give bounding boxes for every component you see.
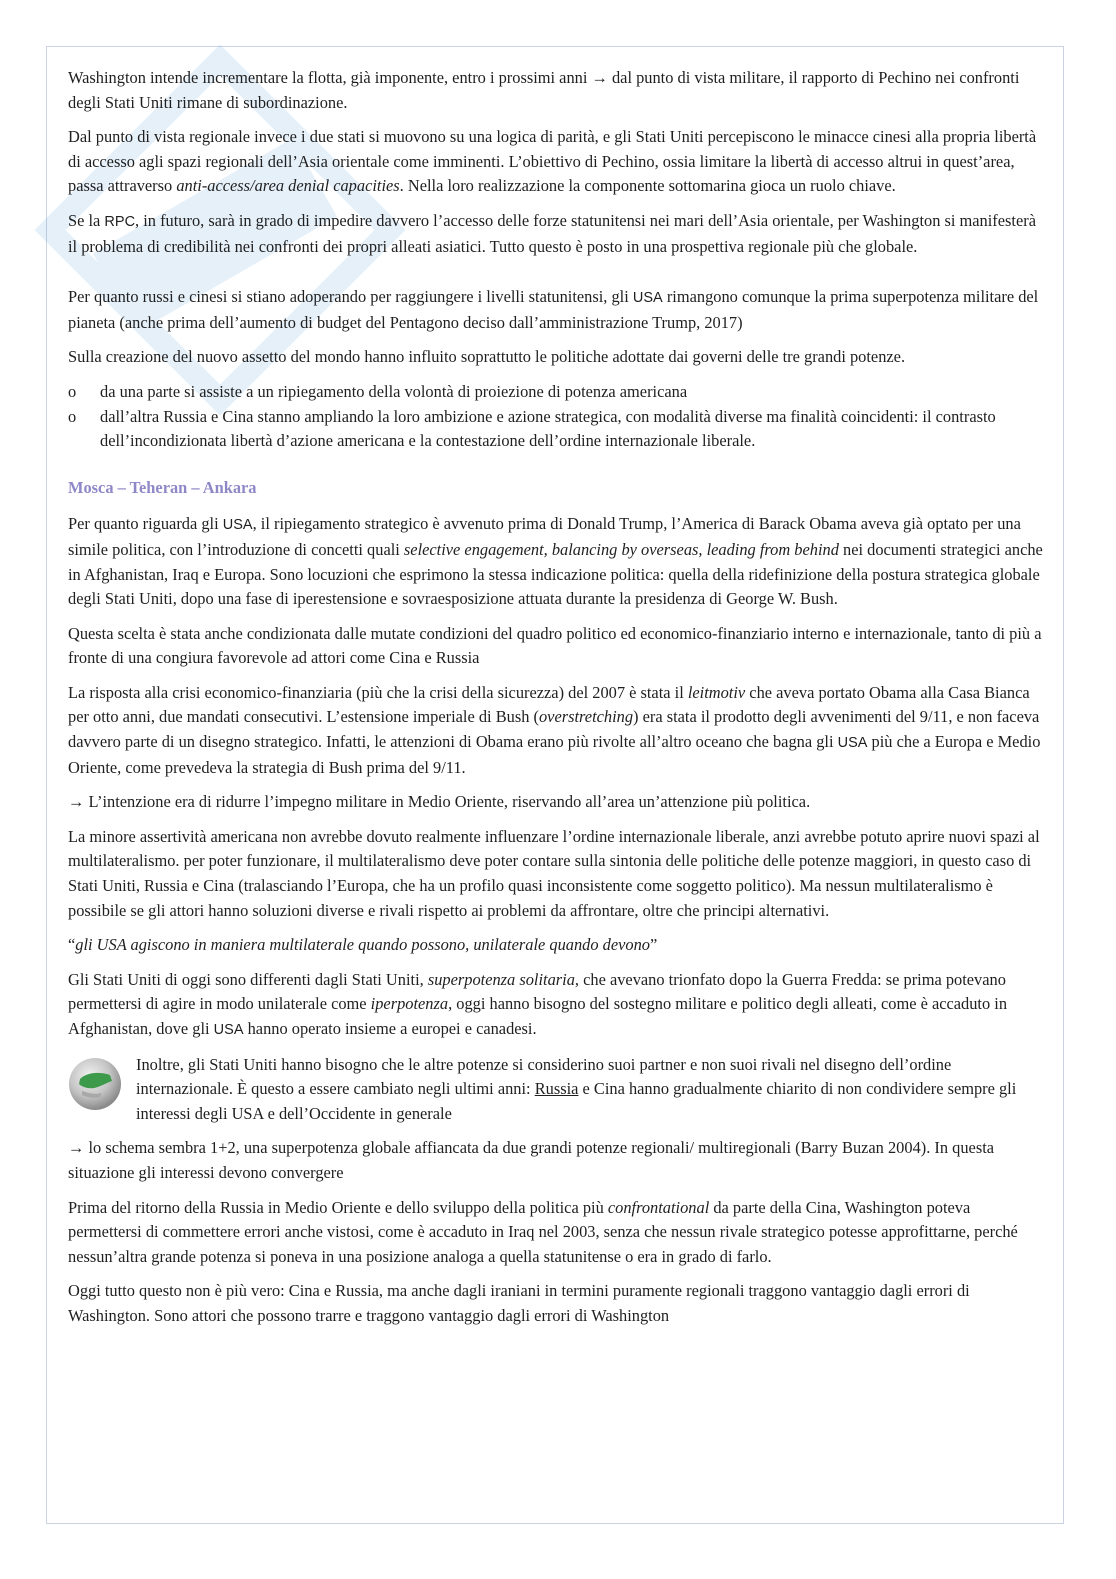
russia-link[interactable]: Russia	[534, 1079, 579, 1099]
paragraph: → lo schema sembra 1+2, una superpotenza globale affiancata da due grandi potenze regionali/ multiregionali (Barry Buzan 2004). In questa situazione gli interessi devono convergere	[68, 1138, 995, 1182]
section-heading: Mosca – Teheran – Ankara	[68, 477, 257, 497]
paragraph: Sulla creazione del nuovo assetto del mondo hanno influito soprattutto le politiche adottate dai governi delle tre grandi potenze.	[68, 347, 906, 367]
paragraph: → L’intenzione era di ridurre l’impegno militare in Medio Oriente, riservando all’area un’attenzione più politica.	[68, 792, 811, 812]
paragraph: Se la RPC, in futuro, sarà in grado di impedire davvero l’accesso delle forze statunitensi nei mari dell’Asia orientale, per Washington si manifesterà il problema di credibilità nei confronti dei propri alleati asiatici. Tutto questo è posto in una prospettiva regionale più che globale.	[68, 210, 1036, 256]
paragraph: Questa scelta è stata anche condizionata dalle mutate condizioni del quadro politico ed economico-finanziario interno e internazionale, tanto di più a fronte di una congiura favorevole ad attori come Cina e Russia	[68, 623, 1042, 668]
paragraph: Gli Stati Uniti di oggi sono differenti dagli Stati Uniti, superpotenza solitaria, che avevano trionfato dopo la Guerra Fredda: se prima potevano permettersi di agire in modo unilaterale come iperpotenza, oggi hanno bisogno del sostegno militare e politico degli alleati, come è accaduto in Afghanistan, dove gli USA hanno operato insieme a europei e canadesi.	[68, 969, 1008, 1038]
paragraph-with-globe: Inoltre, gli Stati Uniti hanno bisogno che le altre potenze si considerino suoi partner e non suoi rivali nel disegno dell’ordine internazionale. È questo a essere cambiato negli ultimi anni: Russia e Cina hanno gradualmente chiarito di non condividere sempre gli interessi degli USA e dell’Occidente in generale	[68, 1053, 1046, 1127]
bullet-list	[68, 380, 1046, 454]
globe-icon	[68, 1057, 122, 1111]
list-item: o da una parte si assiste a un ripiegamento della volontà di proiezione di potenza americana	[68, 381, 688, 401]
document-body	[68, 66, 1046, 1339]
quote: “gli USA agiscono in maniera multilaterale quando possono, unilaterale quando devono”	[68, 935, 658, 955]
paragraph: Dal punto di vista regionale invece i due stati si muovono su una logica di parità, e gli Stati Uniti percepiscono le minacce cinesi alla propria libertà di accesso agli spazi regionali dell’Asia orientale come imminenti. L’obiettivo di Pechino, ossia limitare la libertà di accesso altrui in quest’area, passa attraverso anti-access/area denial capacities. Nella loro realizzazione la componente sottomarina gioca un ruolo chiave.	[68, 127, 1037, 196]
paragraph: La minore assertività americana non avrebbe dovuto realmente influenzare l’ordine internazionale liberale, anzi avrebbe potuto aprire nuovi spazi al multilateralismo. per poter funzionare, il multilateralismo deve poter contare sulla sintonia delle politiche delle potenze maggiori, in questo caso di Stati Uniti, Russia e Cina (tralasciando l’Europa, che ha un profilo quasi inconsistente come soggetto politico). Ma nessun multilateralismo è possibile se gli attori hanno soluzioni diverse e rivali rispetto ai problemi da affrontare, oltre che principi alternativi.	[68, 826, 1040, 920]
paragraph: La risposta alla crisi economico-finanziaria (più che la crisi della sicurezza) del 2007 è stata il leitmotiv che aveva portato Obama alla Casa Bianca per otto anni, due mandati consecutivi. L’estensione imperiale di Bush (overstretching) era stata il prodotto degli avvenimenti del 9/11, e non faceva davvero parte di un disegno strategico. Infatti, le attenzioni di Obama erano più rivolte all’altro oceano che bagna gli USA più che a Europa e Medio Oriente, come prevedeva la strategia di Bush prima del 9/11.	[68, 682, 1041, 777]
list-item: o dall’altra Russia e Cina stanno ampliando la loro ambizione e azione strategica, con modalità diverse ma finalità coincidenti: il contrasto dell’incondizionata libertà d’azione americana e la contestazione dell’ordine internazionale liberale.	[68, 406, 996, 451]
paragraph: Per quanto russi e cinesi si stiano adoperando per raggiungere i livelli statunitensi, gli USA rimangono comunque la prima superpotenza militare del pianeta (anche prima dell’aumento di budget del Pentagono deciso dall’amministrazione Trump, 2017)	[68, 287, 1039, 332]
paragraph: Washington intende incrementare la flotta, già imponente, entro i prossimi anni → dal punto di vista militare, il rapporto di Pechino nei confronti degli Stati Uniti rimane di subordinazione.	[68, 68, 1020, 112]
paragraph: Prima del ritorno della Russia in Medio Oriente e dello sviluppo della politica più confrontational da parte della Cina, Washington poteva permettersi di commettere errori anche vistosi, come è accaduto in Iraq nel 2003, senza che nessun rivale strategico potesse approfittarne, perché nessun’altra grande potenza si poneva in una posizione analoga a quella statunitense o era in grado di farlo.	[68, 1197, 1018, 1266]
paragraph: Oggi tutto questo non è più vero: Cina e Russia, ma anche dagli iraniani in termini puramente regionali traggono vantaggio dagli errori di Washington. Sono attori che possono trarre e traggono vantaggio dagli errori di Washington	[68, 1281, 970, 1325]
paragraph: Per quanto riguarda gli USA, il ripiegamento strategico è avvenuto prima di Donald Trump, l’America di Barack Obama aveva già optato per una simile politica, con l’introduzione di concetti quali selective engagement, balancing by overseas, leading from behind nei documenti strategici anche in Afghanistan, Iraq e Europa. Sono locuzioni che esprimono la stessa indicazione politica: quella della ridefinizione della postura strategica globale degli Stati Uniti, dopo una fase di iperestensione e sovraesposizione attuata durante la presidenza di George W. Bush.	[68, 514, 1043, 609]
